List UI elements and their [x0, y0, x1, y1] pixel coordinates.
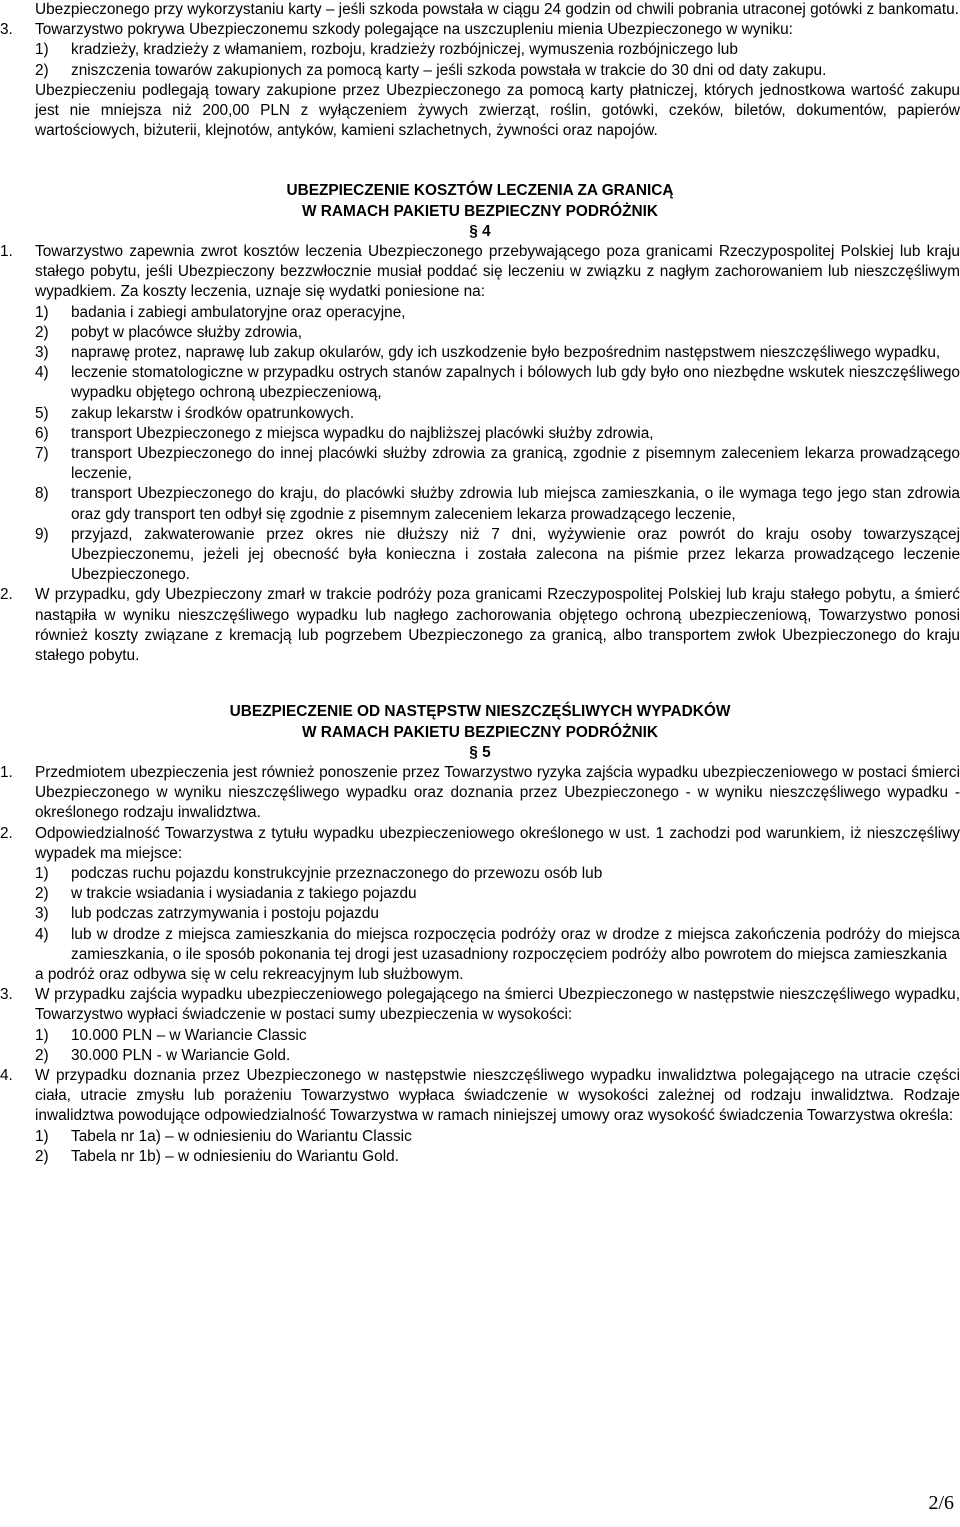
item-number: 2)	[35, 885, 49, 903]
item-number: 2)	[35, 1046, 49, 1064]
point-text: Towarzystwo pokrywa Ubezpieczonemu szkody polegające na uszczupleniu mienia Ubezpieczonego w wyniku:	[35, 21, 793, 39]
item-text: podczas ruchu pojazdu konstrukcyjnie przeznaczonego do przewozu osób lub	[71, 864, 603, 882]
item-text: 30.000 PLN - w Wariancie Gold.	[71, 1046, 291, 1064]
item-number: 1)	[35, 41, 49, 59]
list-item	[35, 424, 960, 444]
page-number: 2/6	[928, 1492, 954, 1514]
point-number: 1.	[0, 763, 13, 781]
section5-point-3	[0, 985, 960, 1025]
item-number: 1)	[35, 303, 49, 321]
list-item	[35, 40, 960, 60]
item-number: 1)	[35, 864, 49, 882]
section4-paragraph-mark: § 4	[469, 222, 491, 240]
item-number: 8)	[35, 485, 49, 503]
list-item	[35, 303, 960, 323]
item-number: 3)	[35, 905, 49, 923]
section4-point-2	[0, 585, 960, 666]
point-number: 3.	[0, 986, 13, 1004]
item-text: leczenie stomatologiczne w przypadku ostrych stanów zapalnych i bólowych lub gdy było ono niezbędne wskutek nieszczęśliwego wypadku objętego ochroną ubezpieczeniową,	[71, 364, 960, 402]
item-number: 4)	[35, 925, 49, 943]
point-text: W przypadku, gdy Ubezpieczony zmarł w trakcie podróży poza granicami Rzeczypospolitej Polskiej lub kraju stałego pobytu, a śmierć nastąpiła w wyniku nieszczęśliwego wypadku lub nagłego zachorowania objętego ochroną ubezpieczeniową, Towarzystwo ponosi również koszty związane z kremacją lub pogrzebem Ubezpieczonego za granicą, albo transportem zwłok Ubezpieczonego do kraju stałego pobytu.	[35, 586, 960, 665]
item-text: pobyt w placówce służby zdrowia,	[71, 323, 302, 341]
list-item	[35, 864, 960, 884]
list-item	[35, 444, 960, 484]
section5-point-2	[0, 824, 960, 864]
list-item	[35, 904, 960, 924]
section4-heading	[0, 181, 960, 242]
list-item	[35, 343, 960, 363]
item-text: zniszczenia towarów zakupionych za pomocą karty – jeśli szkoda powstała w trakcie do 30 dni od daty zakupu.	[71, 61, 827, 79]
point-number: 1.	[0, 243, 13, 261]
list-item	[35, 1127, 960, 1147]
section5-point-4	[0, 1066, 960, 1127]
point-number: 3.	[0, 21, 13, 39]
item-number: 5)	[35, 404, 49, 422]
goods-paragraph: Ubezpieczeniu podlegają towary zakupione przez Ubezpieczonego za pomocą karty płatniczej, których jednostkowa wartość zakupu jest nie mniejsza niż 200,00 PLN z wyłączeniem żywych zwierząt, roślin, gotówki, czeków, biletów, dokumentów, papierów wartościowych, biżuterii, klejnotów, antyków, kamieni szlachetnych, żywności oraz napojów.	[35, 81, 960, 140]
item-text: przyjazd, zakwaterowanie przez okres nie dłuższy niż 7 dni, wyżywienie oraz powrót do kraju osoby towarzyszącej Ubezpieczonemu, jeżeli jej obecność była konieczna i została zalecona na piśmie przez lekarza prowadzącego leczenie Ubezpieczonego.	[71, 525, 960, 584]
item-text: naprawę protez, naprawę lub zakup okularów, gdy ich uszkodzenie było bezpośrednim następstwem nieszczęśliwego wypadku,	[71, 344, 941, 362]
list-item	[35, 363, 960, 403]
item-text: 10.000 PLN – w Wariancie Classic	[71, 1026, 307, 1044]
point-tail: a podróż oraz odbywa się w celu rekreacyjnym lub służbowym.	[35, 965, 464, 983]
item-text: zakup lekarstw i środków opatrunkowych.	[71, 404, 355, 422]
list-item	[35, 1147, 960, 1167]
item-number: 2)	[35, 1147, 49, 1165]
point-text: Towarzystwo zapewnia zwrot kosztów leczenia Ubezpieczonego przebywającego poza granicami Rzeczypospolitej Polskiej lub kraju stałego pobytu, jeśli Ubezpieczony bezzwłocznie musiał poddać się leczeniu w związku z nagłym zachorowaniem lub nieszczęśliwym wypadkiem. Za koszty leczenia, uznaje się wydatki poniesione na:	[35, 243, 960, 301]
section5-heading	[0, 702, 960, 763]
list-item	[35, 1046, 960, 1066]
list-item	[35, 525, 960, 586]
point-number: 4.	[0, 1066, 13, 1084]
list-item	[35, 61, 960, 81]
item-text: lub podczas zatrzymywania i postoju pojazdu	[71, 905, 379, 923]
list-item	[35, 884, 960, 904]
section5-subtitle: W RAMACH PAKIETU BEZPIECZNY PODRÓŻNIK	[302, 723, 658, 741]
item-number: 3)	[35, 344, 49, 362]
item-text: kradzieży, kradzieży z włamaniem, rozboju, kradzieży rozbójniczej, wymuszenia rozbójniczego lub	[71, 41, 738, 59]
item-number: 9)	[35, 525, 49, 543]
item-number: 7)	[35, 445, 49, 463]
item-number: 4)	[35, 364, 49, 382]
point-number: 2.	[0, 586, 13, 604]
section4-subtitle: W RAMACH PAKIETU BEZPIECZNY PODRÓŻNIK	[302, 202, 658, 220]
list-item	[35, 925, 960, 965]
list-item	[35, 484, 960, 524]
item-text: badania i zabiegi ambulatoryjne oraz operacyjne,	[71, 303, 406, 321]
point-number: 2.	[0, 824, 13, 842]
item-text: Tabela nr 1a) – w odniesieniu do Wariantu Classic	[71, 1127, 412, 1145]
item-text: transport Ubezpieczonego z miejsca wypadku do najbliższej placówki służby zdrowia,	[71, 424, 654, 442]
section4-title: UBEZPIECZENIE KOSZTÓW LECZENIA ZA GRANICĄ	[286, 182, 674, 200]
item-number: 6)	[35, 424, 49, 442]
intro-paragraph: Ubezpieczonego przy wykorzystaniu karty – jeśli szkoda powstała w ciągu 24 godzin od chwili pobrania utraconej gotówki z bankomatu.	[35, 1, 959, 18]
section5-point-1	[0, 763, 960, 824]
item-text: transport Ubezpieczonego do kraju, do placówki służby zdrowia lub miejsca zamieszkania, o ile wymaga tego jego stan zdrowia oraz gdy transport ten odbył się zgodnie z pisemnym zaleceniem lekarza prowadzącego leczenie,	[71, 485, 960, 523]
point-text: W przypadku doznania przez Ubezpieczonego w następstwie nieszczęśliwego wypadku inwalidztwa polegającego na utracie części ciała, utracie zmysłu lub porażeniu Towarzystwo wypłaca świadczenie w wysokości zależnej od rodzaju inwalidztwa. Rodzaje inwalidztwa powodujące odpowiedzialność Towarzystwa w ramach niniejszej umowy oraz wysokość świadczenia Towarzystwa określa:	[35, 1066, 960, 1125]
item-number: 1)	[35, 1026, 49, 1044]
point-text: Przedmiotem ubezpieczenia jest również ponoszenie przez Towarzystwo ryzyka zajścia wypadku ubezpieczeniowego w postaci śmierci Ubezpieczonego w wyniku nieszczęśliwego wypadku oraz doznania przez Ubezpieczonego - w wyniku nieszczęśliwego wypadku - określonego rodzaju inwalidztwa.	[35, 763, 960, 822]
list-item	[35, 1026, 960, 1046]
list-item	[35, 404, 960, 424]
section5-title: UBEZPIECZENIE OD NASTĘPSTW NIESZCZĘŚLIWYCH WYPADKÓW	[229, 703, 731, 721]
item-number: 1)	[35, 1127, 49, 1145]
item-text: w trakcie wsiadania i wysiadania z takiego pojazdu	[71, 885, 417, 903]
point-text: W przypadku zajścia wypadku ubezpieczeniowego polegającego na śmierci Ubezpieczonego w następstwie nieszczęśliwego wypadku, Towarzystwo wypłaci świadczenie w postaci sumy ubezpieczenia w wysokości:	[35, 986, 960, 1024]
item-text: transport Ubezpieczonego do innej placówki służby zdrowia za granicą, zgodnie z pisemnym zaleceniem lekarza prowadzącego leczenie,	[71, 445, 960, 483]
list-item	[35, 323, 960, 343]
item-number: 2)	[35, 61, 49, 79]
item-number: 2)	[35, 323, 49, 341]
section4-point-1	[0, 242, 960, 303]
point-text: Odpowiedzialność Towarzystwa z tytułu wypadku ubezpieczeniowego określonego w ust. 1 zachodzi pod warunkiem, iż nieszczęśliwy wypadek ma miejsce:	[35, 824, 960, 862]
intro-point-3	[0, 20, 960, 40]
item-text: lub w drodze z miejsca zamieszkania do miejsca rozpoczęcia podróży oraz w drodze z miejsca zakończenia podróży do miejsca zamieszkania, o ile sposób pokonania tej drogi jest uzasadniony rozpoczęciem podróży albo powrotem do miejsca zamieszkania	[71, 925, 960, 963]
item-text: Tabela nr 1b) – w odniesieniu do Wariantu Gold.	[71, 1147, 399, 1165]
section5-paragraph-mark: § 5	[469, 743, 491, 761]
